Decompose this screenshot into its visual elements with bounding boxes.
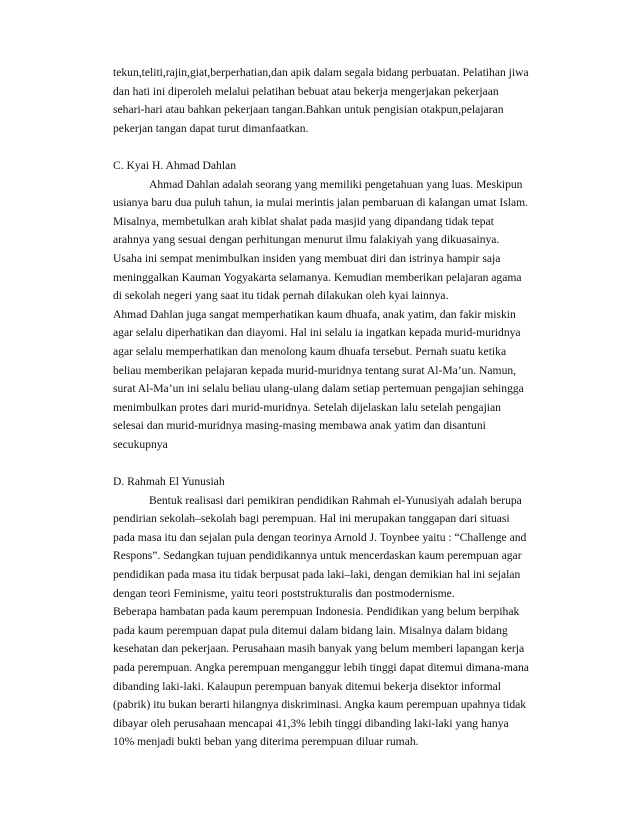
section-heading: C. Kyai H. Ahmad Dahlan: [113, 158, 237, 172]
text-line: arahnya yang sesuai dengan perhitungan menurut ilmu falakiyah yang dikuasainya.: [113, 233, 500, 247]
text-line: Bentuk realisasi dari pemikiran pendidikan Rahmah el-Yunusiyah adalah berupa: [149, 493, 522, 507]
paragraph-gap: [113, 138, 575, 157]
text-line: Usaha ini sempat menimbulkan insiden yang membuat diri dan istrinya hampir saja: [113, 251, 501, 265]
text-line: 10% menjadi bukti beban yang diterima perempuan diluar rumah.: [113, 735, 419, 749]
text-line: pada kaum perempuan dapat pula ditemui dalam bidang lain. Misalnya dalam bidang: [113, 623, 508, 637]
text-line: pendirian sekolah–sekolah bagi perempuan. Hal ini merupakan tanggapan dari situasi: [113, 512, 510, 526]
text-line: secukupnya: [113, 437, 168, 451]
text-line: Misalnya, membetulkan arah kiblat shalat pada masjid yang dipandang tidak tepat: [113, 214, 494, 228]
text-line: pada perempuan. Angka perempuan menganggur lebih tinggi dapat ditemui dimana-mana: [113, 661, 529, 674]
text-line: selesai dan murid-muridnya masing-masing membawa anak yatim dan disantuni: [113, 419, 486, 433]
text-line: agar selalu memperhatikan dan menolong kaum dhuafa tersebut. Pernah suatu ketika: [113, 344, 507, 358]
paragraph-pelatihan: [113, 64, 575, 138]
text-line: dibanding laki-laki. Kalaupun perempuan banyak ditemui bekerja disektor informal: [113, 679, 501, 693]
text-line: di sekolah negeri yang saat itu tidak pernah dilakukan oleh kyai lainnya.: [113, 289, 449, 303]
text-line: agar selalu diperhatikan dan diayomi. Hal ini selalu ia ingatkan kepada murid-muridnya: [113, 326, 521, 340]
section-ahmad-dahlan: [113, 157, 575, 455]
text-line: usianya baru dua puluh tahun, ia mulai merintis jalan pembaruan di kalangan umat Islam.: [113, 196, 529, 210]
text-line: surat Al-Ma’un ini selalu beliau ulang-ulang dalam setiap pertemuan pengajian sehingga: [113, 382, 524, 396]
text-line: Ahmad Dahlan juga sangat memperhatikan kaum dhuafa, anak yatim, dan fakir miskin: [113, 307, 516, 321]
text-line: meninggalkan Kauman Yogyakarta selamanya. Kemudian memberikan pelajaran agama: [113, 270, 522, 284]
paragraph-gap: [113, 454, 575, 473]
text-line: beliau memberikan pelajaran kepada murid-muridnya tentang surat Al-Ma’un. Namun,: [113, 363, 517, 377]
text-line: Respons”. Sedangkan tujuan pendidikannya untuk mencerdaskan kaum perempuan agar: [113, 549, 522, 563]
text-line: pendidikan pada masa itu tidak berpusat pada laki–laki, dengan demikian hal ini sejalan: [113, 568, 521, 582]
text-line: Ahmad Dahlan adalah seorang yang memiliki pengetahuan yang luas. Meskipun: [149, 177, 523, 191]
text-line: menimbulkan protes dari murid-muridnya. Setelah dijelaskan lalu setelah pengajian: [113, 400, 501, 414]
text-line: (pabrik) itu bukan berarti hilangnya diskriminasi. Angka kaum perempuan upahnya tidak: [113, 698, 527, 712]
section-rahmah-el-yunusiah: [113, 473, 575, 752]
text-line: pekerjan tangan dapat turut dimanfaatkan.: [113, 121, 309, 135]
text-line: kesehatan dan pekerjaan. Perusahaan masih banyak yang belum memberi lapangan kerja: [113, 642, 525, 656]
section-heading: D. Rahmah El Yunusiah: [113, 475, 225, 489]
text-line: pada masa itu dan sejalan pula dengan teorinya Arnold J. Toynbee yaitu : “Challenge and: [113, 530, 527, 544]
text-line: sehari-hari atau bahkan pekerjaan tangan.Bahkan untuk pengisian otakpun,pelajaran: [113, 103, 504, 117]
text-line: dengan teori Feminisme, yaitu teori poststrukturalis dan postmodernisme.: [113, 586, 455, 600]
text-line: dan hati ini diperoleh melalui pelatihan bebuat atau bekerja mengerjakan pekerjaan: [113, 84, 499, 98]
text-line: Beberapa hambatan pada kaum perempuan Indonesia. Pendidikan yang belum berpihak: [113, 605, 520, 619]
text-line: tekun,teliti,rajin,giat,berperhatian,dan apik dalam segala bidang perbuatan. Pelatihan jiwa: [113, 66, 529, 79]
document-body: [113, 64, 575, 752]
text-line: dibayar oleh perusahaan mencapai 41,3% lebih tinggi dibanding laki-laki yang hanya: [113, 716, 509, 730]
